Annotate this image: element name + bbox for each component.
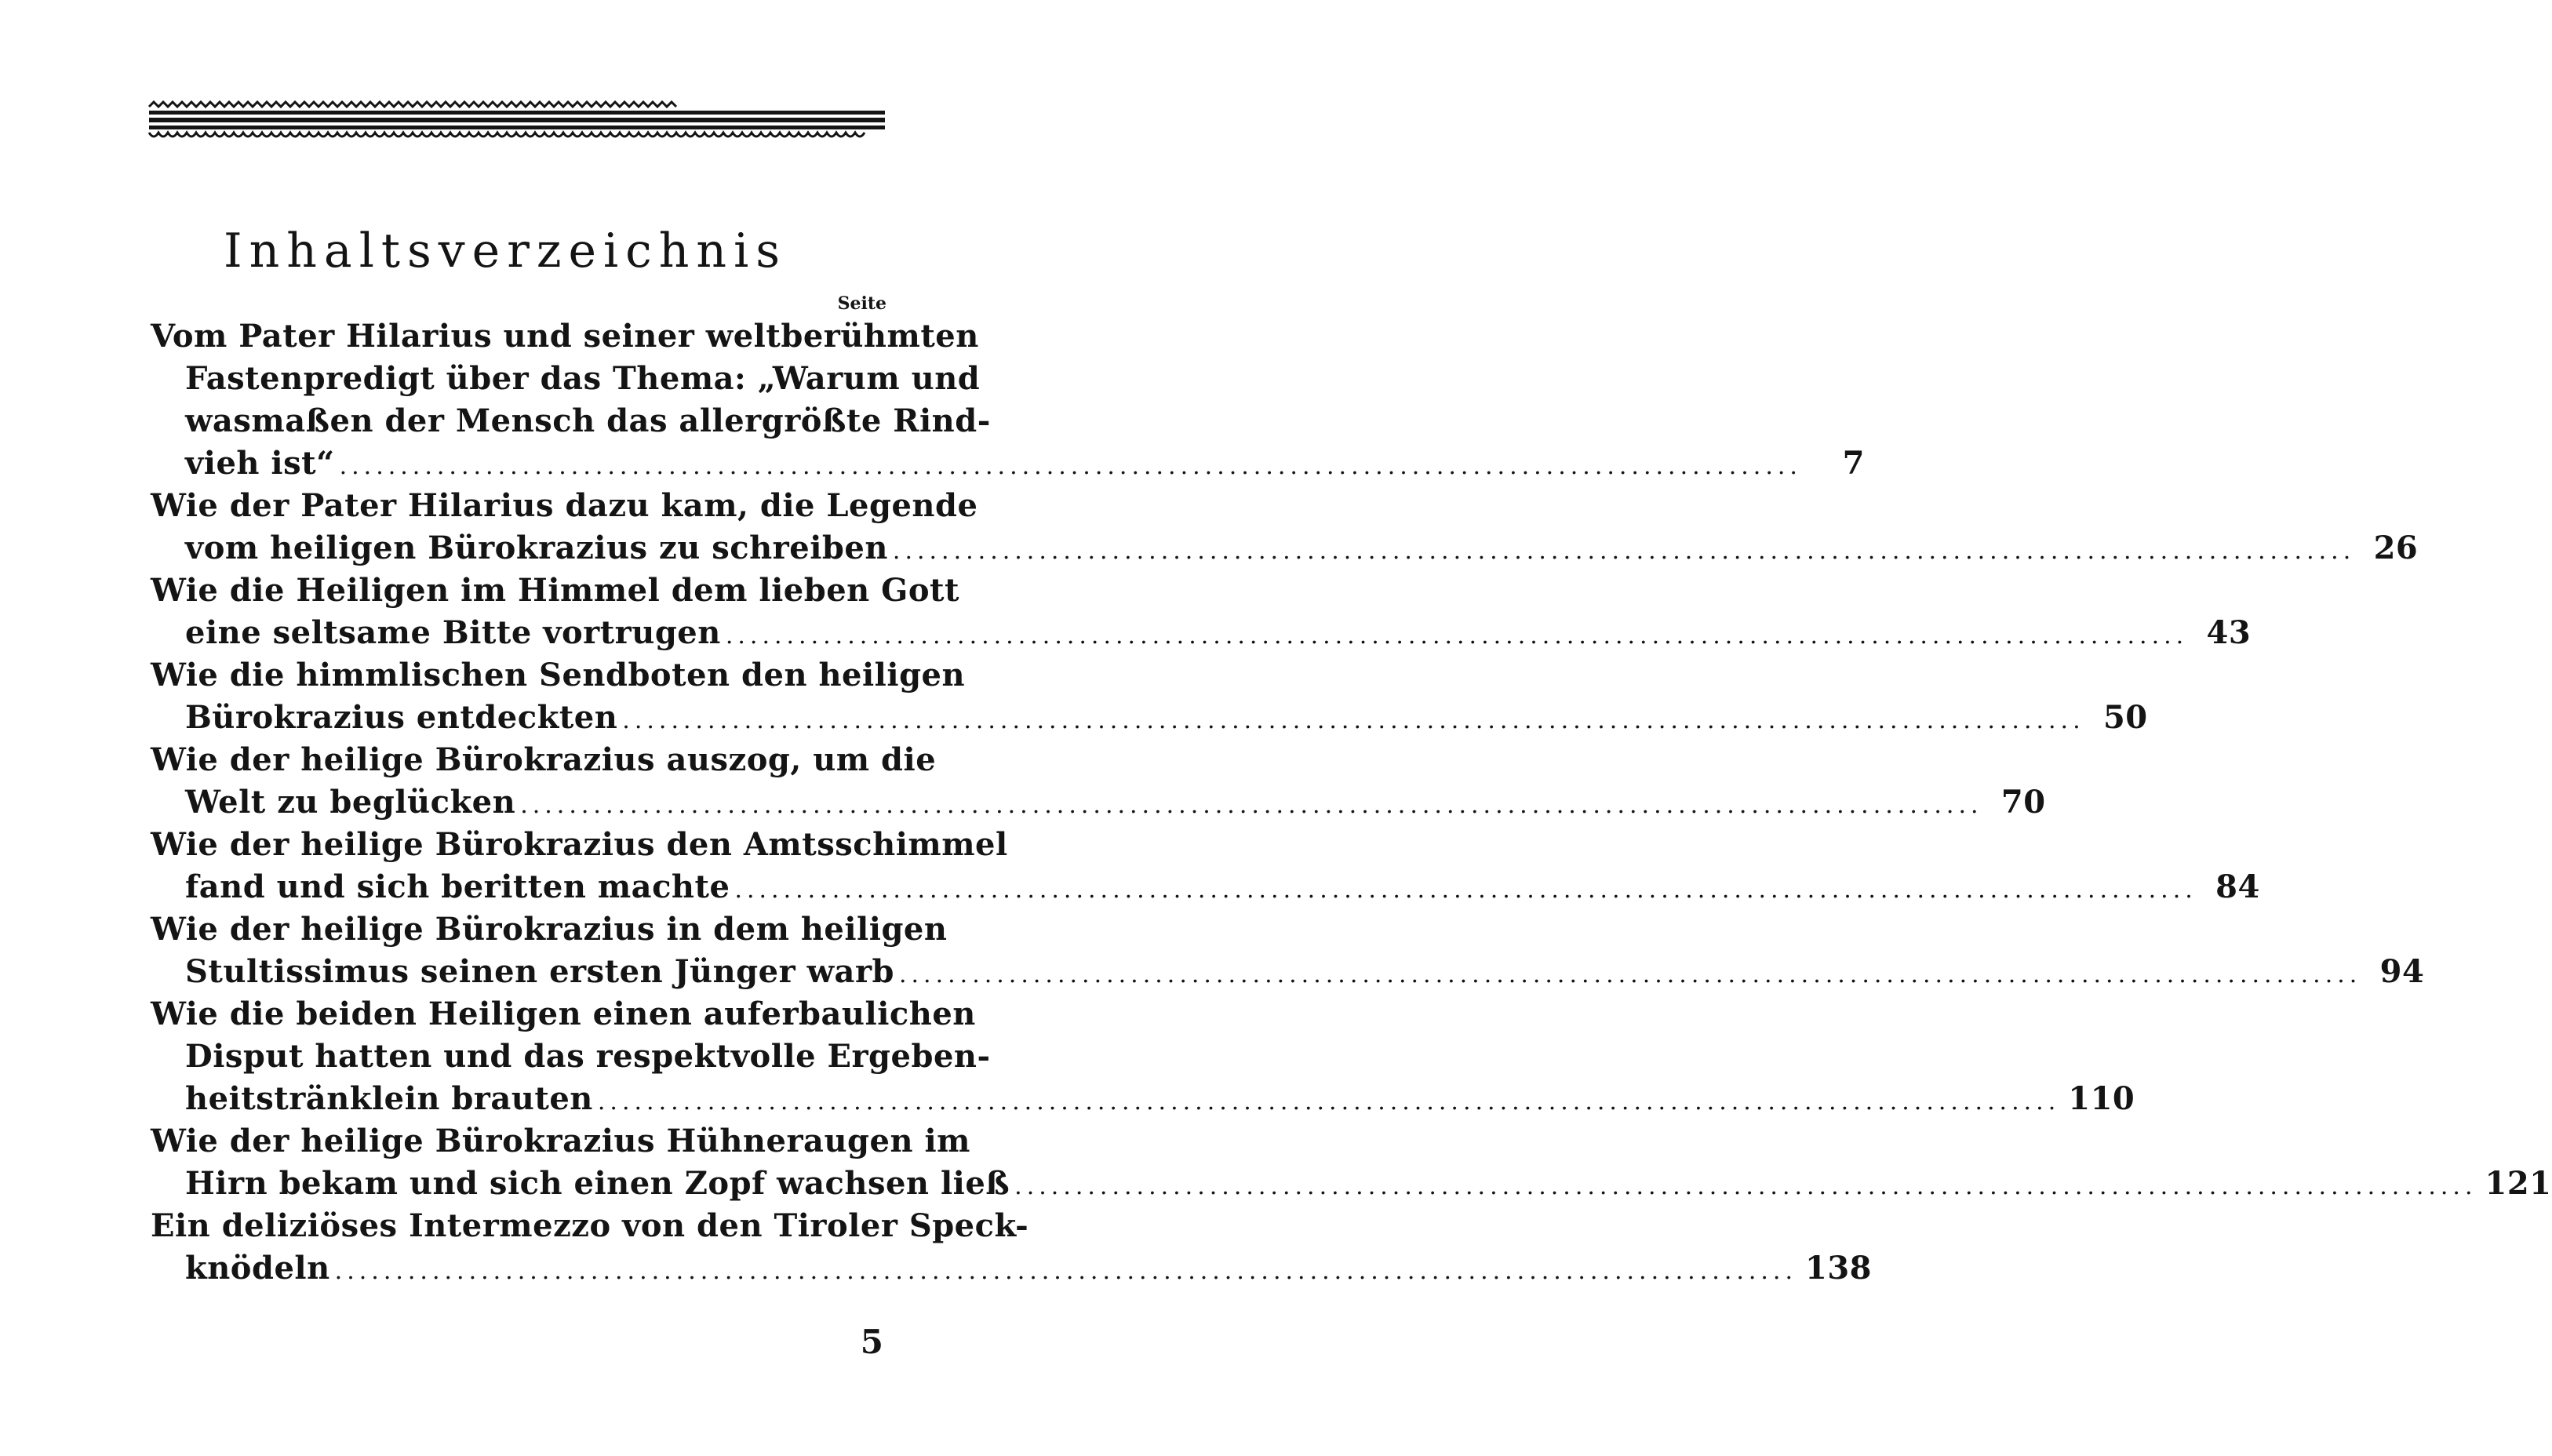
- dot-leader: ........................................................................................................................: [520, 792, 1983, 819]
- table-of-contents: [151, 315, 2552, 1290]
- toc-entry-line: Fastenpredigt über das Thema: „Warum und: [185, 360, 981, 397]
- toc-entry-page: 138: [1805, 1250, 1873, 1287]
- toc-entry: [151, 570, 2252, 654]
- toc-entry-title-end: Stultissimus seinen ersten Jünger warb: [185, 953, 894, 990]
- toc-entry-last-line: [151, 1163, 2552, 1205]
- toc-entry-title-end: knödeln: [185, 1250, 330, 1287]
- toc-entry-page: 7: [1842, 445, 1865, 482]
- toc-entry-line: Wie die beiden Heiligen einen auferbaulichen: [151, 996, 976, 1032]
- toc-entry: [151, 1205, 1873, 1290]
- dot-leader: ........................................................................................................................: [892, 537, 2356, 565]
- toc-entry-line: wasmaßen der Mensch das allergrößte Rind-: [185, 402, 991, 439]
- toc-entry-title-end: vieh ist“: [185, 445, 335, 482]
- dot-leader: ........................................................................................................................: [597, 1088, 2061, 1116]
- toc-entry: [151, 824, 2260, 908]
- rule-line-1: [149, 111, 885, 115]
- toc-entry-line: Wie der heilige Bürokrazius den Amtsschimmel: [151, 826, 1008, 863]
- toc-entry: [151, 485, 2419, 570]
- toc-entry-page: 43: [2206, 614, 2252, 651]
- rule-line-3: [149, 126, 885, 129]
- toc-entry: [151, 993, 2135, 1120]
- page-number: 5: [860, 1323, 883, 1361]
- dot-leader: ........................................................................................................................: [334, 1258, 1798, 1285]
- toc-entry-last-line: [151, 697, 2148, 739]
- toc-entry-line: Wie der Pater Hilarius dazu kam, die Legende: [151, 487, 978, 524]
- toc-entry-page: 70: [2000, 784, 2046, 821]
- toc-entry-page: 26: [2373, 530, 2419, 566]
- decorative-border-ornament: [149, 100, 885, 146]
- toc-entry-page: 84: [2215, 868, 2260, 905]
- dot-leader: ........................................................................................................................: [622, 707, 2085, 734]
- toc-entry-page: 94: [2379, 953, 2425, 990]
- toc-entry: [151, 1120, 2552, 1205]
- toc-entry-last-line: [151, 781, 2046, 824]
- toc-entry-line: Wie der heilige Bürokrazius Hühneraugen im: [151, 1123, 970, 1159]
- page-title: Inhaltsverzeichnis: [223, 224, 788, 278]
- toc-entry-title-end: fand und sich beritten machte: [185, 868, 730, 905]
- toc-entry-last-line: [151, 866, 2260, 908]
- toc-entry: [151, 908, 2425, 993]
- toc-entry: [151, 315, 1865, 485]
- toc-entry-last-line: [151, 951, 2425, 993]
- toc-entry-title-end: Bürokrazius entdeckten: [185, 699, 618, 736]
- dot-leader: ........................................................................................................................: [734, 876, 2197, 904]
- toc-entry-line: Wie der heilige Bürokrazius auszog, um die: [151, 741, 937, 778]
- dot-leader: ........................................................................................................................: [898, 961, 2362, 988]
- page-column-label: Seite: [837, 293, 886, 314]
- toc-entry-title-end: heitstränklein brauten: [185, 1080, 593, 1117]
- dot-leader: ........................................................................................................................: [339, 453, 1802, 480]
- dot-leader: ........................................................................................................................: [725, 622, 2189, 650]
- rule-line-2: [149, 118, 885, 122]
- toc-entry-last-line: [151, 612, 2252, 654]
- toc-entry: [151, 654, 2148, 739]
- toc-entry-last-line: [151, 527, 2419, 570]
- toc-entry-page: 50: [2102, 699, 2148, 736]
- toc-entry: [151, 739, 2046, 824]
- toc-entry-page: 121: [2485, 1165, 2552, 1202]
- toc-entry-page: 110: [2068, 1080, 2135, 1117]
- toc-entry-last-line: [151, 1078, 2135, 1120]
- toc-entry-title-end: vom heiligen Bürokrazius zu schreiben: [185, 530, 888, 566]
- scallop-bottom-row: [149, 133, 865, 136]
- toc-entry-title-end: eine seltsame Bitte vortrugen: [185, 614, 721, 651]
- toc-entry-line: Vom Pater Hilarius und seiner weltberühmten: [151, 318, 979, 355]
- toc-entry-line: Wie der heilige Bürokrazius in dem heiligen: [151, 911, 948, 948]
- toc-entry-line: Wie die himmlischen Sendboten den heiligen: [151, 657, 966, 693]
- dot-leader: ........................................................................................................................: [1014, 1173, 2477, 1200]
- toc-entry-line: Wie die Heiligen im Himmel dem lieben Gott: [151, 572, 959, 609]
- toc-entry-last-line: [151, 442, 1865, 485]
- zigzag-top-row: [149, 102, 676, 107]
- toc-entry-line: Disput hatten und das respektvolle Ergeben-: [185, 1038, 991, 1075]
- toc-entry-title-end: Hirn bekam und sich einen Zopf wachsen ließ: [185, 1165, 1010, 1202]
- toc-entry-title-end: Welt zu beglücken: [185, 784, 516, 821]
- toc-entry-line: Ein deliziöses Intermezzo von den Tiroler Speck-: [151, 1207, 1029, 1244]
- toc-entry-last-line: [151, 1247, 1873, 1290]
